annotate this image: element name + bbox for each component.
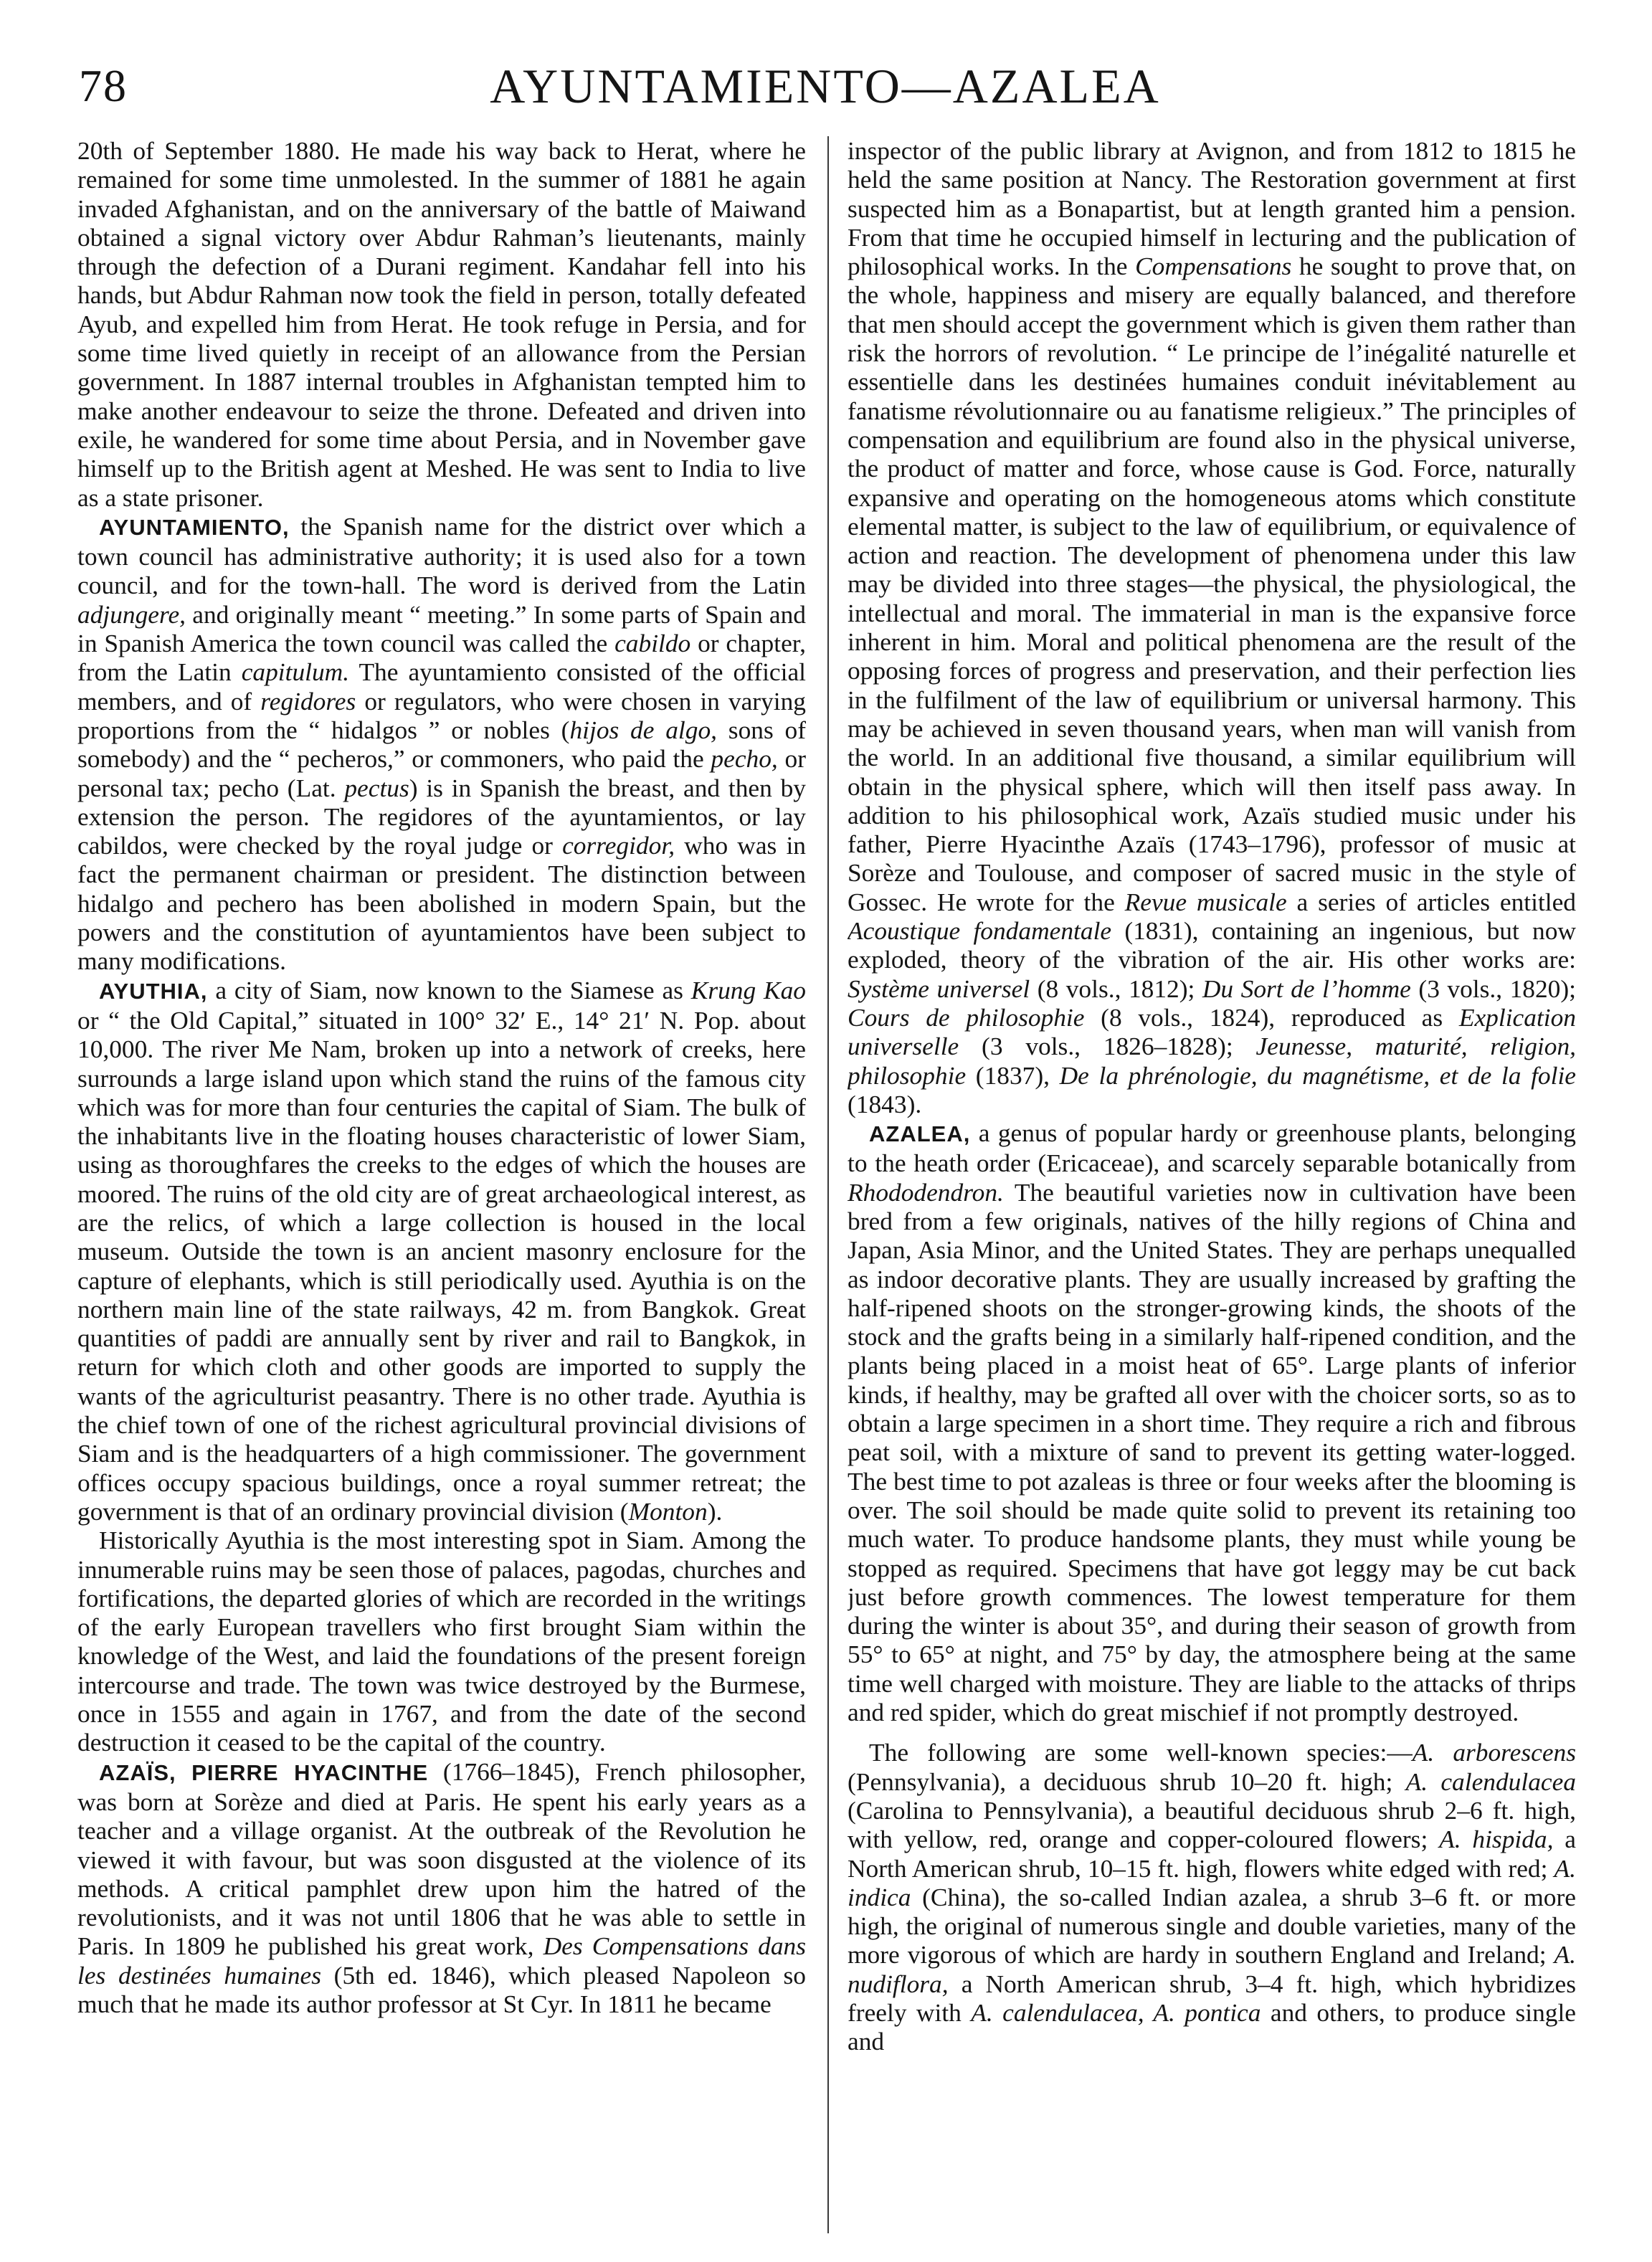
entry-azalea — [848, 1118, 1576, 1726]
entry-text: he sought to prove that, on the whole, happiness and misery are equally balanced, and therefore that men should accept the government which is given them rather than risk the horrors of revolution. “ Le principe de l’inégalité naturelle et essentielle dans les destinées humaines conduit inévitablement au fanatisme révolutionnaire ou au fanatisme religieux.” The principles of compensation and equilibrium are found also in the physical universe, the product of matter and force, whose cause is God. Force, naturally expansive and operating on the homogeneous atoms which constitute elemental matter, is subject to the law of equilibrium, or equivalence of action and reaction. The development of phenomena under this law may be divided into three stages—the physical, the physiological, the intellectual and moral. The immaterial in man is the expansive force inherent in him. Moral and political phenomena are the result of the opposing forces of progress and preservation, and their perfection lies in the fulfilment of the law of equilibrium or universal harmony. This may be achieved in seven thousand years, when man will vanish from the world. In an additional five thousand, a similar equilibrium will obtain in the physical sphere, which will then itself pass away. In addition to his philosophical work, Azaïs studied music under his father, Pierre Hyacinthe Azaïs (1743–1796), professor of music at Sorèze and Toulouse, and composer of sacred music in the style of Gossec. He wrote for the — [848, 252, 1576, 916]
entry-text: the Spanish name for the district over which a town council has administrative authority; it is used also for a town council, and for the town-hall. The word is derived from the Latin — [77, 511, 806, 600]
headword-ayuthia: AYUTHIA, — [99, 978, 208, 1004]
entry-text: a city of Siam, now known to the Siamese as — [207, 975, 691, 1004]
entry-text: or “ the Old Capital,” situated in 100° 32′ E., 14° 21′ N. Pop. about 10,000. The river Me Nam, broken up into a network of creeks, here surrounds a large island upon which stand the ruins of the famous city which was for more than four centuries the capital of Siam. The bulk of the inhabitants live in the floating houses characteristic of lower Siam, using as thoroughfares the creeks to the edges of which the houses are moored. The ruins of the old city are of great archaeological interest, as are the relics, of which a large collection is housed in the local museum. Outside the town is an ancient masonry enclosure for the capture of elephants, which is still periodically used. Ayuthia is on the northern main line of the state railways, 42 m. from Bangkok. Great quantities of paddi are annually sent by river and rail to Bangkok, in return for which cloth and other goods are imported to supply the wants of the agriculturist peasantry. There is no other trade. Ayuthia is the chief town of one of the richest agricultural provincial divisions of Siam and is the headquarters of a high commissioner. The government offices occupy spacious buildings, once a royal summer retreat; the government is that of an ordinary provincial division ( — [77, 1005, 806, 1526]
italic-term: Rhododendron. — [848, 1177, 1004, 1207]
italic-term: regidores — [260, 686, 356, 716]
italic-term: Acoustique fondamentale — [848, 916, 1112, 946]
italic-term: corregidor, — [562, 831, 675, 860]
italic-term: Jeunesse, maturité, religion, philosophie — [848, 1032, 1576, 1090]
entry-text: (3 vols., 1820); — [1410, 974, 1576, 1003]
entry-azalea-species — [848, 1738, 1576, 2056]
entry-text: inspector of the public library at Avignon, and from 1812 to 1815 he held the same position at Nancy. The Restoration government at first suspected him as a Bonapartist, but at length granted him a pension. From that time he occupied himself in lecturing and the publication of philosophical works. In the — [848, 136, 1576, 281]
italic-term: A. arborescens — [1412, 1738, 1576, 1767]
italic-term: Monton — [628, 1496, 708, 1526]
italic-term: A. hispida, — [1439, 1825, 1554, 1854]
entry-ayuntamiento — [77, 512, 806, 976]
entry-text: a North American shrub, 10–15 ft. high, flowers white edged with red; — [848, 1825, 1576, 1883]
italic-term: pectus — [344, 773, 409, 802]
entry-text: sons of somebody) and the “ pecheros,” or commoners, who paid the — [77, 715, 806, 774]
entry-text: The ayuntamiento consisted of the official members, and of — [77, 657, 806, 716]
entry-text: (8 vols., 1824), reproduced as — [1084, 1002, 1459, 1032]
entry-text: or regulators, who were chosen in varying proportions from the “ hidalgos ” or nobles ( — [77, 686, 806, 744]
entry-text: (1837), — [966, 1060, 1060, 1090]
page-number: 78 — [79, 60, 128, 111]
italic-term: capitulum. — [241, 657, 350, 687]
column-divider — [827, 136, 829, 2233]
italic-term: De la phrénologie, du magnétisme, et de la folie — [1059, 1060, 1576, 1090]
ayub-entry-continuation: 20th of September 1880. He made his way back to Herat, where he remained for some time unmolested. In the summer of 1881 he again invaded Afghanistan, and on the anniversary of the battle of Maiwand obtained a signal victory over Abdur Rahman’s lieutenants, mainly through the defection of a Durani regiment. Kandahar fell into his hands, but Abdur Rahman now took the field in person, totally defeated Ayub, and expelled him from Herat. He took refuge in Persia, and for some time lived quietly in receipt of an allowance from the Persian government. In 1887 internal troubles in Afghanistan tempted him to make another endeavour to seize the throne. Defeated and driven into exile, he wandered for some time about Persia, and in November gave himself up to the British agent at Meshed. He was sent to India to live as a state prisoner. — [77, 136, 806, 512]
entry-ayuthia — [77, 976, 806, 1526]
italic-term: Revue musicale — [1124, 887, 1287, 916]
entry-text: a genus of popular hardy or greenhouse plants, belonging to the heath order (Ericaceae), and scarcely separable botanically from — [848, 1118, 1576, 1178]
italic-term: Cours de philosophie — [848, 1002, 1085, 1032]
italic-term: Du Sort de l’homme — [1202, 974, 1411, 1003]
entry-text: and originally meant “ meeting.” In some parts of Spain and in Spanish America the town council was called the — [77, 599, 806, 658]
entry-text: or chapter, from the Latin — [77, 629, 806, 687]
entry-text: (Carolina to Pennsylvania), a beautiful deciduous shrub 2–6 ft. high, with yellow, red, orange and copper-coloured flowers; — [848, 1795, 1576, 1854]
italic-term: A. calendulacea, A. pontica — [971, 1998, 1261, 2027]
italic-term: Compensations — [1135, 252, 1292, 281]
entry-text: The beautiful varieties now in cultivation have been bred from a few originals, natives of the hilly regions of China and Japan, Asia Minor, and the United States. They are perhaps unequalled as indoor decorative plants. They are usually increased by grafting the half-ripened shoots on the stronger-growing kinds, the shoots of the stock and the grafts being in a similarly half-ripened condition, and the plants being placed in a moist heat of 65°. Large plants of inferior kinds, if healthy, may be grafted all over with the choicer sorts, so as to obtain a large specimen in a short time. They require a rich and fibrous peat soil, with a mixture of sand to prevent its getting water-logged. The best time to pot azaleas is three or four weeks after the blooming is over. The soil should be made quite solid to prevent its retaining too much water. To produce handsome plants, they must while young be stopped as required. Specimens that have got leggy may be cut back just before growth commences. The lowest temperature for them during the winter is about 35°, and during their season of growth from 55° to 65° at night, and 75° by day, the atmosphere being at the same time well charged with moisture. They are liable to the attacks of thrips and red spider, which do great mischief if not promptly destroyed. — [848, 1177, 1576, 1727]
entry-azais — [77, 1757, 806, 2019]
entry-text: (1843). — [848, 1089, 922, 1118]
page-title: AYUNTAMIENTO—AZALEA — [490, 59, 1161, 113]
headword-ayuntamiento: AYUNTAMIENTO, — [99, 514, 290, 540]
left-column — [77, 136, 806, 2240]
entry-ayuthia-history: Historically Ayuthia is the most interesting spot in Siam. Among the innumerable ruins may be seen those of palaces, pagodas, churches and fortifications, the departed glories of which are recorded in the writings of the early European travellers who first brought Siam within the knowledge of the West, and laid the foundations of the present foreign intercourse and trade. The town was twice destroyed by the Burmese, once in 1555 and again in 1767, and from the date of the second destruction it ceased to be the capital of the country. — [77, 1526, 806, 1757]
entry-text: a series of articles entitled — [1286, 887, 1576, 916]
entry-text: (1831), containing an ingenious, but now exploded, theory of the vibration of the air. His other works are: — [848, 916, 1576, 974]
italic-term: hijos de algo, — [569, 715, 718, 744]
entry-text: (5th ed. 1846), which pleased Napoleon so much that he made its author professor at St Cyr. In 1811 he became — [77, 1960, 806, 2018]
italic-term: A. indica — [848, 1853, 1576, 1911]
italic-term: Explication universelle — [848, 1002, 1576, 1061]
italic-term: pecho, — [711, 744, 778, 774]
entry-text: ) is in Spanish the breast, and then by extension the person. The regidores of the ayuntamientos, or lay cabildos, were checked by the royal judge or — [77, 773, 806, 860]
entry-text: or personal tax; pecho (Lat. — [77, 744, 806, 802]
entry-text: who was in fact the permanent chairman or president. The distinction between hidalgo and pechero has been abolished in modern Spain, but the powers and the constitution of ayuntamientos have been subject to many modifications. — [77, 831, 806, 976]
entry-text: (1766–1845), French philosopher, was born at Sorèze and died at Paris. He spent his early years as a teacher and a village organist. At the outbreak of the Revolution he viewed it with favour, but was soon disgusted at the violence of its methods. A critical pamphlet drew upon him the hatred of the revolutionists, and it was not until 1806 that he was able to settle in Paris. In 1809 he published his great work, — [77, 1757, 806, 1961]
italic-term: Système universel — [848, 974, 1030, 1003]
entry-text: ). — [707, 1496, 723, 1526]
entry-text: (3 vols., 1826–1828); — [959, 1032, 1256, 1061]
entry-text: (China), the so-called Indian azalea, a shrub 3–6 ft. or more high, the original of numerous single and double varieties, many of the more vigorous of which are hardy in southern England and Ireland; — [848, 1882, 1576, 1969]
right-column — [848, 136, 1576, 2240]
italic-term: A. calendulacea — [1405, 1767, 1576, 1796]
italic-term: Des Compensations dans les destinées humaines — [77, 1931, 806, 1990]
entry-azais-continuation — [848, 136, 1576, 1118]
headword-azalea: AZALEA, — [869, 1121, 971, 1147]
entry-text: and others, to produce single and — [848, 1998, 1576, 2056]
italic-term: adjungere, — [77, 599, 186, 629]
italic-term: Krung Kao — [690, 975, 806, 1004]
italic-term: cabildo — [614, 629, 691, 658]
entry-text: (8 vols., 1812); — [1030, 974, 1202, 1003]
entry-text: The following are some well-known species:— — [869, 1738, 1413, 1767]
headword-azais: AZAÏS, PIERRE HYACINTHE — [99, 1759, 429, 1785]
italic-term: A. nudiflora, — [848, 1940, 1576, 1998]
running-head — [69, 52, 1582, 120]
entry-text: (Pennsylvania), a deciduous shrub 10–20 ft. high; — [848, 1767, 1406, 1796]
entry-text: a North American shrub, 3–4 ft. high, which hybridizes freely with — [848, 1969, 1576, 2027]
